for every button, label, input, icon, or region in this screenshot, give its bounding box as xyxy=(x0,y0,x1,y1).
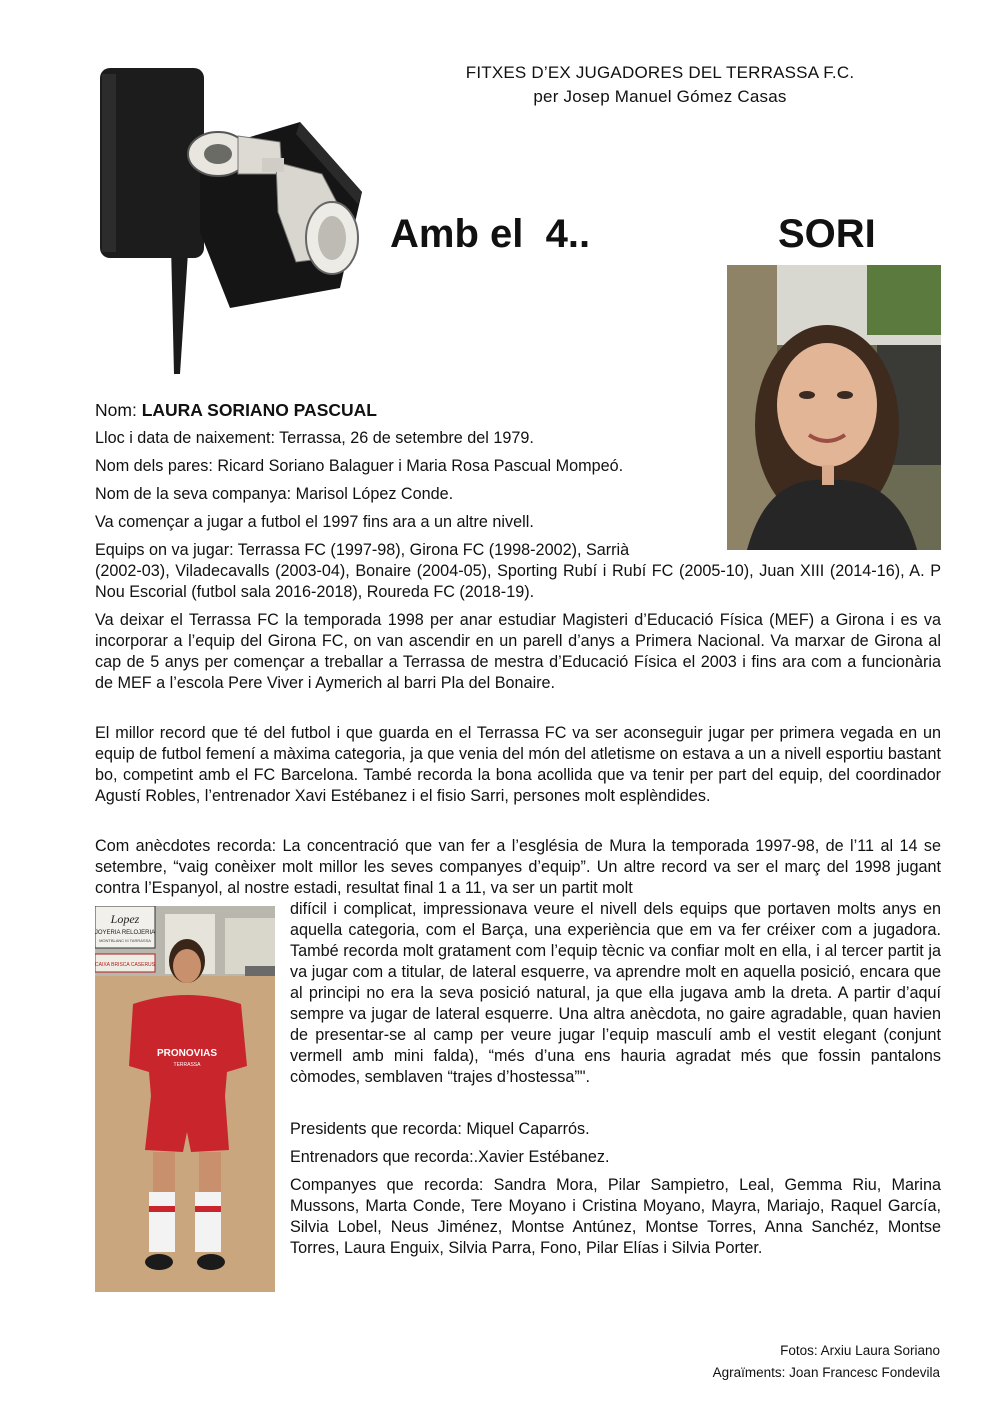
shop-sign-type: JOYERIA RELOJERIA xyxy=(95,930,156,936)
red-sign-text: CAIXA BRISCA CASERUS xyxy=(95,962,156,968)
paragraph-career: Va deixar el Terrassa FC la temporada 1998 per anar estudiar Magisteri d’Educació Física (MEF) a Girona i es va incorporar a l’equip del Girona FC, on van ascendir en un parell d’anys a Primera Nacional. Va marxar de Girona al cap de 5 anys per començar a treballar a Terrassa de mestra d’Educació Física el 2003 i fins ara com a funcionària de MEF a l’escola Pere Viver i Aymerich al barri Pla del Bonaire. xyxy=(95,611,941,692)
headline-nickname: SORI xyxy=(778,212,876,256)
player-name: LAURA SORIANO PASCUAL xyxy=(141,400,377,420)
shop-sign-sub: MONTBLANC III TARRASSA xyxy=(99,938,151,943)
shirt-sponsor: PRONOVIAS xyxy=(156,1048,218,1059)
name-label: Nom: xyxy=(95,400,142,420)
author-line: per Josep Manuel Gómez Casas xyxy=(533,87,787,106)
birth-info: Lloc i data de naixement: Terrassa, 26 de setembre del 1979. xyxy=(95,429,534,447)
parents-info: Nom dels pares: Ricard Soriano Balaguer i Maria Rosa Pascual Mompeó. xyxy=(95,457,624,475)
start-info: Va començar a jugar a futbol el 1997 fins ara a un altre nivell. xyxy=(95,513,534,531)
player-photo xyxy=(95,906,275,1292)
teams-line-1: Equips on va jugar: Terrassa FC (1997-98), Girona FC (1998-2002), Sarrià xyxy=(95,541,630,559)
shop-sign-name: Lopez xyxy=(110,912,140,926)
teammates-info: Companyes que recorda: Sandra Mora, Pilar Sampietro, Leal, Gemma Riu, Marina Mussons, Marta Conde, Tere Moyano i Cristina Moyano, Mayra, Mariajo, Raquel García, Silvia Lobel, Neus Jiménez, Montse Antúnez, Montse Torres, Anna Sanchéz, Montse Torres, Laura Enguix, Silvia Parra, Fono, Pilar Elías i Silvia Porter. xyxy=(290,1176,941,1257)
loudspeaker-illustration xyxy=(100,62,375,374)
coaches-info: Entrenadors que recorda:.Xavier Estébanez. xyxy=(290,1148,610,1166)
headline-number: Amb el 4.. xyxy=(390,212,591,256)
name-row xyxy=(95,398,377,422)
paragraph-anecdotes-continued: difícil i complicat, impressionava veure el nivell dels equips que portaven molts anys en aquella categoria, com el Barça, una experiència que em va fer créixer com a jugadora. També recorda molt gratament com l’equip tècnic va confiar molt en ella, i al tercer partit ja va jugar com a titular, de lateral esquerre, va aprendre molt en aquella posició, encara que al principi no era la seva posició natural, ja que ella jugava amb la dreta. A partir d’aquí sempre va jugar de lateral esquerre. Una altra anècdota, no gaire agradable, quan havien de presentar-se al camp per veure jugar l’equip masculí amb el vestit elegant (conjunt vermell amb mini falda), “més d’una ens hauria agradat més que fossin pantalons còmodes, semblaven “trajes d’hostessa”". xyxy=(290,900,941,1086)
portrait-photo xyxy=(727,265,941,550)
paragraph-best-memory: El millor record que té del futbol i que guarda en el Terrassa FC va ser aconseguir jugar per primera vegada en un equip de futbol femení a màxima categoria, ja que venia del món del atletisme on estava a un a nivell esportiu bastant bo, competint amb el FC Barcelona. També recorda la bona acollida que va tenir per part del equip, del coordinador Agustí Robles, l’entrenador Xavi Estébanez i el fisio Sarri, persones molt esplèndides. xyxy=(95,724,941,805)
paragraph-anecdotes-intro: Com anècdotes recorda: La concentració que van fer a l’església de Mura la temporada 1997-98, de l’11 al 14 se setembre, “vaig conèixer molt millor les seves companyes d’equip”. Un altre record va ser el març del 1998 jugant contra l’Espanyol, al nostre estadi, resultat final 1 a 11, va ser un partit molt xyxy=(95,837,941,897)
partner-info: Nom de la seva companya: Marisol López Conde. xyxy=(95,485,454,503)
series-title: FITXES D’EX JUGADORES DEL TERRASSA F.C. xyxy=(465,63,855,82)
acknowledgements: Agraïments: Joan Francesc Fondevila xyxy=(712,1365,940,1380)
photo-credit: Fotos: Arxiu Laura Soriano xyxy=(780,1343,940,1358)
teams-rest: (2002-03), Viladecavalls (2003-04), Bonaire (2004-05), Sporting Rubí i Rubí FC (2005-10), Juan XIII (2014-16), A. P Nou Escorial (futbol sala 2016-2018), Roureda FC (2018-19). xyxy=(95,562,941,601)
presidents-info: Presidents que recorda: Miquel Caparrós. xyxy=(290,1120,590,1138)
shirt-sponsor-sub: TERRASSA xyxy=(173,1062,201,1068)
